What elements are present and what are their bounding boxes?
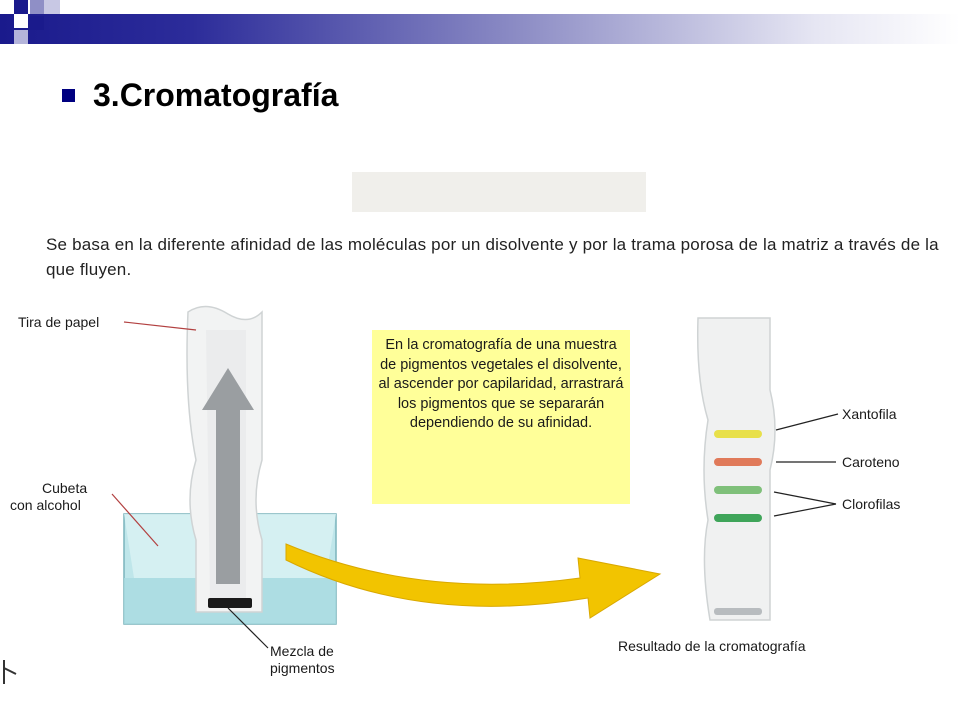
pigment-label-chlorophylls: Clorofilas xyxy=(842,496,901,512)
edge-mark xyxy=(4,660,16,684)
xanthophyll-leader-line xyxy=(776,414,838,430)
strip-label: Tira de papel xyxy=(18,314,100,330)
title-text: 3.Cromatografía xyxy=(93,76,339,113)
explanation-note: En la cromatografía de una muestra de pigmentos vegetales el disolvente, al ascender por capilaridad, arrastrará los pigmentos que se separarán dependiendo de su afinidad. xyxy=(372,330,630,504)
mixture-label-line1: Mezcla de xyxy=(270,643,334,659)
chlorophyll-leader-line xyxy=(774,504,836,516)
result-label: Resultado de la cromatografía xyxy=(618,638,806,654)
pigment-mixture-spot xyxy=(208,598,252,608)
mixture-label-line2: pigmentos xyxy=(270,660,335,676)
strip-leader-line xyxy=(124,322,196,330)
tank-label-line2: con alcohol xyxy=(10,497,81,513)
tank-label-line1: Cubeta xyxy=(42,480,88,496)
result-strip xyxy=(698,318,775,620)
chlorophyll-leader-line xyxy=(774,492,836,504)
pigment-label-carotene: Caroteno xyxy=(842,454,900,470)
band-chlorophyll-a xyxy=(714,514,762,522)
result-arrow-icon xyxy=(286,544,660,618)
intro-text: Se basa en la diferente afinidad de las moléculas por un disolvente y por la trama porosa de la matriz a través de la que fluyen. xyxy=(46,235,939,279)
band-xanthophyll xyxy=(714,430,762,438)
band-carotene xyxy=(714,458,762,466)
pigment-label-xanthophyll: Xantofila xyxy=(842,406,897,422)
band-origin xyxy=(714,608,762,615)
band-chlorophyll-b xyxy=(714,486,762,494)
